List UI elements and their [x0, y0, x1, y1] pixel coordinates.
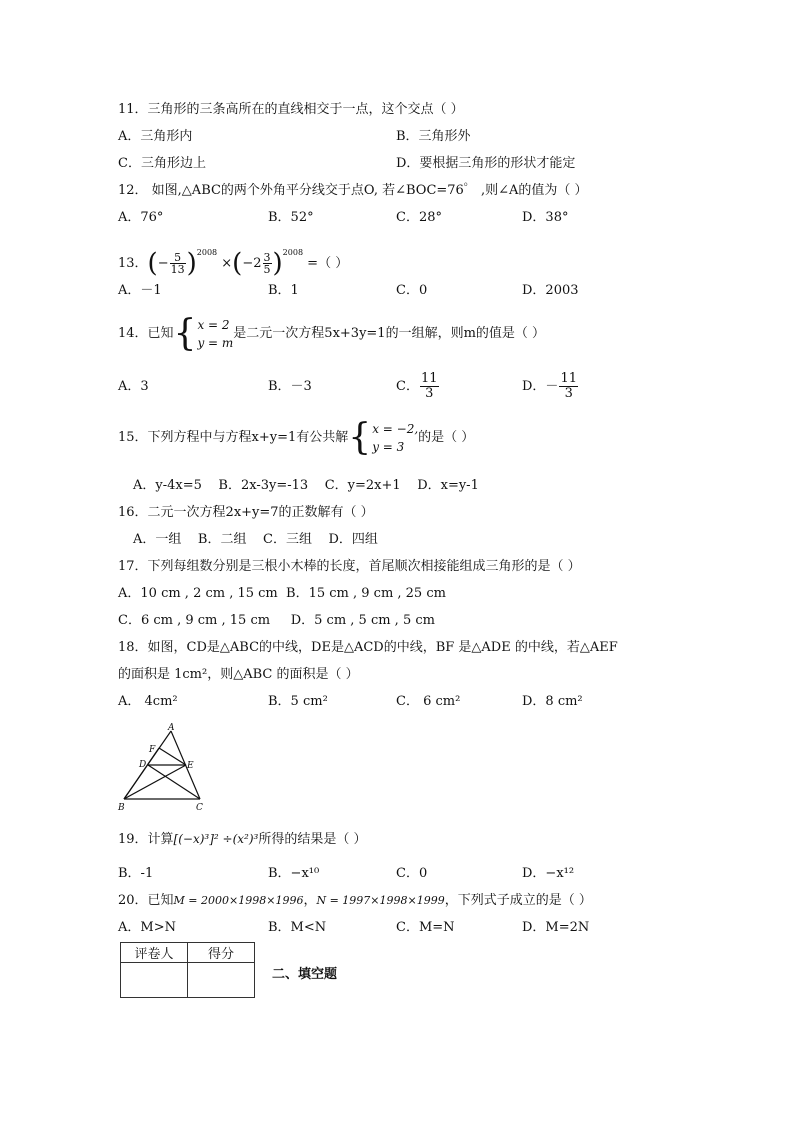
score-table	[120, 942, 255, 998]
q14-option-b: B．－3	[268, 379, 312, 394]
q19-stem: 19．计算[(−x)³]² ÷(x²)³所得的结果是（ ）	[118, 832, 367, 847]
q11-option-c: C．三角形边上	[118, 156, 206, 171]
q19-option-a: B．-1	[118, 866, 154, 881]
label-a: A	[168, 723, 175, 733]
q20-option-a: A．M>N	[118, 920, 176, 935]
q11-option-b: B．三角形外	[396, 129, 471, 144]
q15-stem: 15．下列方程中与方程x+y=1有公共解{ x = −2, y = 3 的是（ ）	[118, 416, 475, 458]
label-b: B	[118, 803, 125, 812]
q16-options: A．一组 B．二组 C．三组 D．四组	[133, 532, 378, 547]
q14-stem: 14．已知{ x = 2 y = m 是二元一次方程5x+3y=1的一组解，则m的值是（ ）	[118, 312, 546, 354]
q13-option-a: A．－1	[118, 283, 162, 298]
section-title-fill-in: 二、填空题	[272, 967, 338, 982]
q15-system: x = −2, y = 3	[372, 421, 419, 454]
label-d: D	[139, 760, 147, 770]
q12-option-a: A．76°	[118, 210, 164, 225]
q11-option-a: A．三角形内	[118, 129, 193, 144]
q18-option-c: C． 6 cm²	[396, 694, 461, 709]
q16-stem: 16．二元一次方程2x+y=7的正数解有（ ）	[118, 505, 374, 520]
q12-option-d: D．38°	[522, 210, 569, 225]
q20-stem: 20．已知M = 2000×1998×1996，N = 1997×1998×1999，下列式子成立的是（ ）	[118, 893, 592, 908]
q14-option-a: A．3	[118, 379, 149, 394]
median-bf	[124, 748, 159, 799]
q19-option-c: C．0	[396, 866, 428, 881]
q18-stem-line2: 的面积是 1cm²，则△ABC 的面积是（ ）	[118, 667, 359, 682]
q18-triangle-figure	[116, 722, 216, 812]
q11-stem: 11．三角形的三条高所在的直线相交于一点，这个交点（ ）	[118, 102, 464, 117]
q18-option-b: B．5 cm²	[268, 694, 328, 709]
q13-option-c: C．0	[396, 283, 428, 298]
score-cell-score	[188, 963, 255, 998]
q12-stem: 12． 如图,△ABC的两个外角平分线交于点O, 若∠BOC=76゜ ,则∠A的值为（ ）	[118, 183, 588, 198]
q15-options: A．y-4x=5 B．2x-3y=-13 C．y=2x+1 D．x=y-1	[133, 478, 479, 493]
q13-fraction-1: $\frac{5}{13}$	[170, 251, 185, 276]
q20-option-c: C．M=N	[396, 920, 455, 935]
score-header-grader: 评卷人	[121, 943, 188, 963]
label-e: E	[187, 761, 194, 771]
q20-option-d: D．M=2N	[522, 920, 590, 935]
score-header-score: 得分	[188, 943, 255, 963]
q13-stem: 13．(− $\frac{5}{13}$ )$^{2008}$ ×(−2 $\frac{3}{5}$ )$^{2008}$ =（ ）	[118, 248, 349, 279]
q14-option-d: D．－ $\frac{11}{3}$	[522, 371, 577, 401]
q17-options-row2: C．6 cm , 9 cm , 15 cm D．5 cm , 5 cm , 5 cm	[118, 613, 435, 628]
q19-option-b: B．−x¹⁰	[268, 866, 320, 881]
q13-option-d: D．2003	[522, 283, 579, 298]
q12-option-c: C．28°	[396, 210, 442, 225]
q18-stem-line1: 18．如图，CD是△ABC的中线，DE是△ACD的中线，BF 是△ADE 的中线，若△AEF	[118, 640, 618, 655]
q13-option-b: B．1	[268, 283, 299, 298]
q14-option-c: C． $\frac{11}{3}$	[396, 371, 438, 401]
q12-option-b: B．52°	[268, 210, 314, 225]
q19-option-d: D．−x¹²	[522, 866, 575, 881]
q13-label: 13．	[118, 256, 148, 271]
q20-option-b: B．M<N	[268, 920, 327, 935]
q14-system: x = 2 y = m	[197, 317, 234, 350]
score-cell-grader	[121, 963, 188, 998]
q11-option-d: D．要根据三角形的形状才能定	[396, 156, 576, 171]
q17-stem: 17．下列每组数分别是三根小木棒的长度，首尾顺次相接能组成三角形的是（ ）	[118, 559, 581, 574]
q13-fraction-2: $\frac{3}{5}$	[263, 251, 271, 276]
q17-options-row1: A．10 cm , 2 cm , 15 cm B．15 cm , 9 cm , 25 cm	[118, 586, 446, 601]
q19-expression: [(−x)³]² ÷(x²)³	[173, 832, 259, 846]
label-f: F	[149, 745, 156, 755]
label-c: C	[196, 803, 203, 812]
q18-option-d: D．8 cm²	[522, 694, 583, 709]
q18-option-a: A． 4cm²	[118, 694, 178, 709]
